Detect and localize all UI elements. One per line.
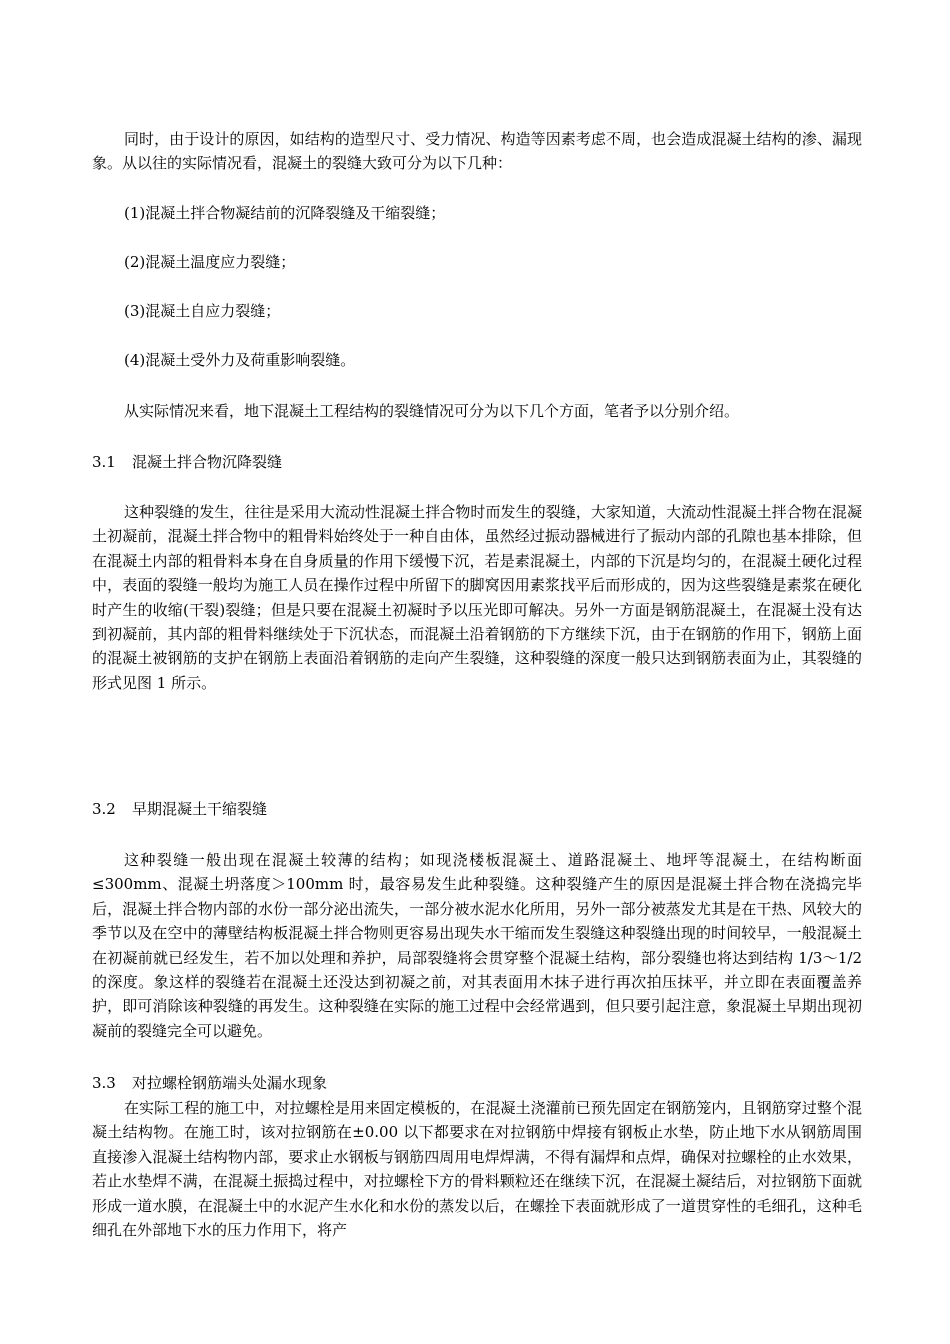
section-body-3-2: 这种裂缝一般出现在混凝土较薄的结构；如现浇楼板混凝土、道路混凝土、地坪等混凝土，在结构断面≤300mm、混凝土坍落度＞100mm 时，最容易发生此种裂缝。这种裂缝产生的原因是混凝土拌合物在浇捣完毕后，混凝土拌合物内部的水份一部分泌出流失，一部分被水泥水化所用，另外一部分被蒸发尤其是在干热、风较大的季节以及在空中的薄壁结构板混凝土拌合物则更容易出现失水干缩而发生裂缝这种裂缝出现的时间较早，一般混凝土在初凝前就已经发生，若不加以处理和养护，局部裂缝将会贯穿整个混凝土结构，部分裂缝也将达到结构 1/3～1/2 的深度。象这样的裂缝若在混凝土还没达到初凝之前，对其表面用木抹子进行再次拍压抹平，并立即在表面覆盖养护，即可消除该种裂缝的再发生。这种裂缝在实际的施工过程中会经常遇到，但只要引起注意，象混凝土早期出现初凝前的裂缝完全可以避免。	[92, 851, 862, 1040]
section-heading-3-3	[92, 1071, 862, 1095]
section-number: 3.1	[92, 453, 116, 471]
section-number: 3.3	[92, 1074, 116, 1092]
section-body-3-1: 这种裂缝的发生，往往是采用大流动性混凝土拌合物时而发生的裂缝，大家知道，大流动性混凝土拌合物在混凝土初凝前，混凝土拌合物中的粗骨料始终处于一种自由体，虽然经过振动器械进行了振动内部的孔隙也基本排除，但在混凝土内部的粗骨料本身在自身质量的作用下缓慢下沉，若是素混凝土，内部的下沉是均匀的，在混凝土硬化过程中，表面的裂缝一般均为施工人员在操作过程中所留下的脚窝因用素浆找平后而形成的，因为这些裂缝是素浆在硬化时产生的收缩(干裂)裂缝；但是只要在混凝土初凝时予以压光即可解决。另外一方面是钢筋混凝土，在混凝土没有达到初凝前，其内部的粗骨料继续处于下沉状态，而混凝土沿着钢筋的下方继续下沉，由于在钢筋的作用下，钢筋上面的混凝土被钢筋的支护在钢筋上表面沿着钢筋的走向产生裂缝，这种裂缝的深度一般只达到钢筋表面为止，其裂缝的形式见图 1 所示。	[92, 503, 862, 692]
list-item-3: (3)混凝土自应力裂缝；	[124, 302, 281, 320]
section-body-3-3: 在实际工程的施工中，对拉螺栓是用来固定模板的，在混凝土浇灌前已预先固定在钢筋笼内，且钢筋穿过整个混凝土结构物。在施工时，该对拉钢筋在±0.00 以下都要求在对拉钢筋中焊接有钢板止水垫，防止地下水从钢筋周围直接渗入混凝土结构物内部，要求止水钢板与钢筋四周用电焊焊满，不得有漏焊和点焊，确保对拉螺栓的止水效果，若止水垫焊不满，在混凝土振捣过程中，对拉螺栓下方的骨料颗粒还在继续下沉，在混凝土凝结后，对拉钢筋下面就形成一道水膜，在混凝土中的水泥产生水化和水份的蒸发以后，在螺拴下表面就形成了一道贯穿性的毛细孔，这种毛细孔在外部地下水的压力作用下，将产	[92, 1099, 862, 1240]
section-heading-3-2	[92, 797, 862, 821]
section-title: 混凝土拌合物沉降裂缝	[132, 453, 283, 471]
section-title: 早期混凝土干缩裂缝	[132, 800, 268, 818]
list-item-4: (4)混凝土受外力及荷重影响裂缝。	[124, 351, 356, 369]
list-item-2: (2)混凝土温度应力裂缝；	[124, 253, 296, 271]
summary-paragraph: 从实际情况来看，地下混凝土工程结构的裂缝情况可分为以下几个方面，笔者予以分别介绍。	[124, 402, 740, 420]
section-number: 3.2	[92, 800, 116, 818]
list-item-1: (1)混凝土拌合物凝结前的沉降裂缝及干缩裂缝；	[124, 204, 446, 222]
section-heading-3-1	[92, 450, 862, 474]
intro-paragraph: 同时，由于设计的原因，如结构的造型尺寸、受力情况、构造等因素考虑不周，也会造成混凝土结构的渗、漏现象。从以往的实际情况看，混凝土的裂缝大致可分为以下几种：	[92, 130, 862, 173]
section-title: 对拉螺栓钢筋端头处漏水现象	[132, 1074, 328, 1092]
